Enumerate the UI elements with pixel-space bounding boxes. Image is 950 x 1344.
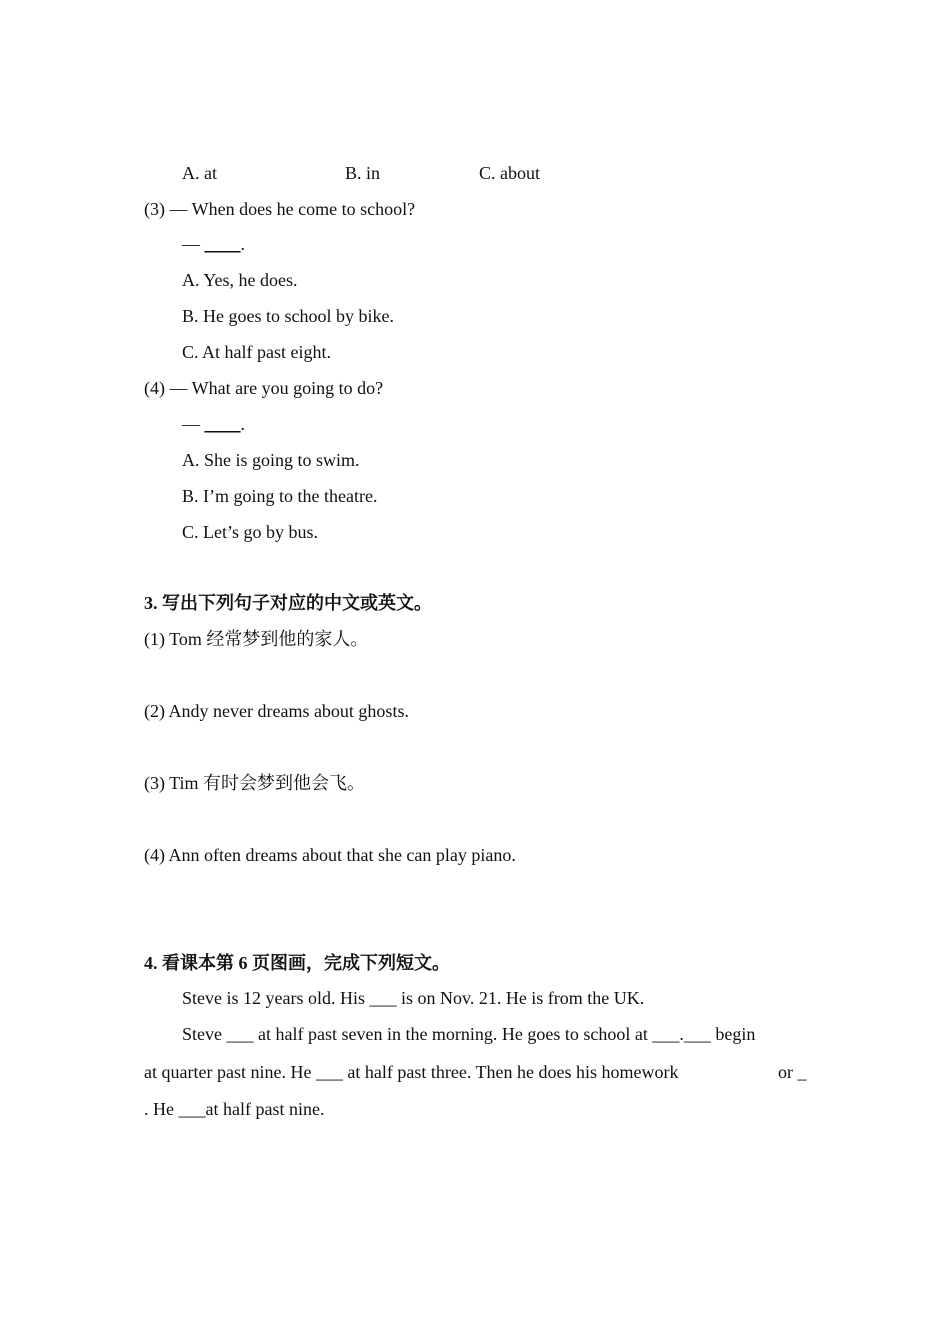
q2-item3-answer-line bbox=[182, 233, 245, 255]
q2-option-a: A. at bbox=[182, 163, 217, 183]
answer-end: . bbox=[240, 234, 245, 254]
q2-item3-option-c: C. At half past eight. bbox=[182, 342, 331, 362]
q2-item4-option-a: A. She is going to swim. bbox=[182, 450, 360, 470]
q2-item4-option-c: C. Let’s go by bus. bbox=[182, 522, 319, 542]
answer-blank: ____ bbox=[204, 234, 241, 254]
q2-item4-question: (4) — What are you going to do? bbox=[144, 378, 384, 398]
answer-dash: — bbox=[182, 234, 205, 254]
q3-item-3: (3) Tim 有时会梦到他会飞。 bbox=[144, 773, 366, 793]
q2-option-c: C. about bbox=[479, 163, 540, 183]
answer-dash: — bbox=[182, 414, 205, 434]
q2-item4-answer-line bbox=[182, 413, 245, 435]
q4-line-3: at quarter past nine. He ___ at half past three. Then he does his homework bbox=[144, 1062, 679, 1082]
q3-heading: 3. 写出下列句子对应的中文或英文。 bbox=[144, 593, 432, 613]
q4-line-4: . He ___at half past nine. bbox=[144, 1099, 325, 1119]
answer-end: . bbox=[240, 414, 245, 434]
q2-item4-option-b: B. I’m going to the theatre. bbox=[182, 486, 378, 506]
q3-item-1: (1) Tom 经常梦到他的家人。 bbox=[144, 629, 369, 649]
q2-option-b: B. in bbox=[345, 163, 381, 183]
q3-item-4: (4) Ann often dreams about that she can play piano. bbox=[144, 845, 516, 865]
answer-blank: ____ bbox=[204, 414, 241, 434]
q3-item-2: (2) Andy never dreams about ghosts. bbox=[144, 701, 409, 721]
q2-item3-option-b: B. He goes to school by bike. bbox=[182, 306, 394, 326]
q4-heading: 4. 看课本第 6 页图画，完成下列短文。 bbox=[144, 953, 450, 973]
q4-line-1: Steve is 12 years old. His ___ is on Nov. 21. He is from the UK. bbox=[182, 988, 645, 1008]
q2-item3-option-a: A. Yes, he does. bbox=[182, 270, 298, 290]
q4-line-2: Steve ___ at half past seven in the morning. He goes to school at ___.___ begin bbox=[182, 1024, 756, 1044]
q4-line-3-end: or _ bbox=[778, 1062, 807, 1082]
q2-item3-question: (3) — When does he come to school? bbox=[144, 199, 416, 219]
